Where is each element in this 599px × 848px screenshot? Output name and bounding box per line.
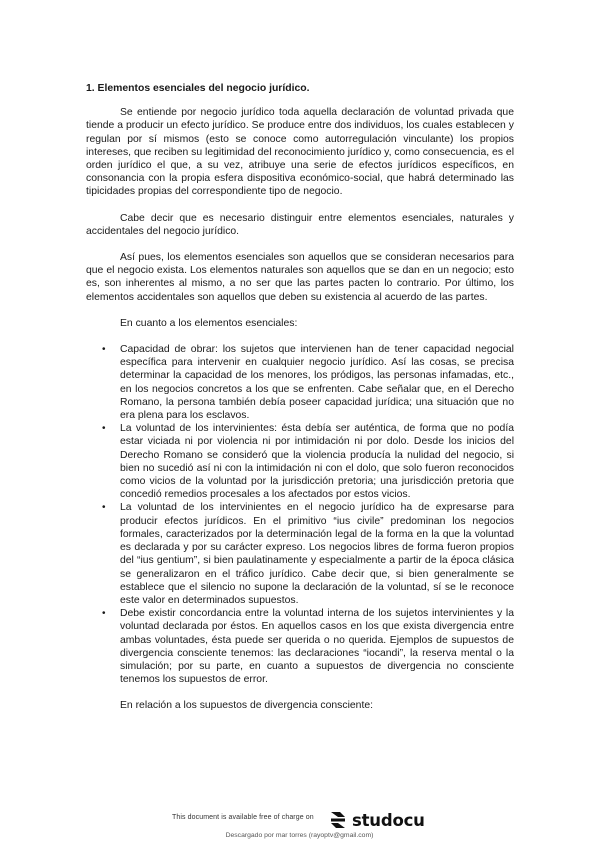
- list-item: [102, 501, 514, 607]
- list-item: [102, 607, 514, 686]
- footer-banner: [0, 808, 599, 832]
- paragraph-definition: Se entiende por negocio jurídico toda aquella declaración de voluntad privada que tiende a producir un efecto jurídico. Se produce entre dos individuos, los cuales establecen y regulan por sí mismos (esto se conoce como autorregulación vinculante) los propios intereses, que reciben su legitimidad del reconocimiento jurídico y, como consecuencia, es el orden jurídico el que, a su vez, atribuye una serie de efectos jurídicos específicos, en consonancia con la propia esfera dispositiva económico-social, que habrá determinado las tipicidades propias del correspondiente tipo de negocio.: [86, 107, 514, 198]
- studocu-brand-link[interactable]: [329, 808, 425, 832]
- section-title: 1. Elementos esenciales del negocio jurídico.: [86, 83, 310, 94]
- download-attribution: Descargado por mar torres (rayoptv@gmail.com): [225, 832, 374, 839]
- document-body: [86, 82, 514, 726]
- list-item-text: Debe existir concordancia entre la voluntad interna de los sujetos intervinientes y la voluntad declarada por éstos. En aquellos casos en los que exista divergencia entre ambas voluntades, ésta puede ser querida o no querida. Ejemplos de supuestos de divergencia consciente tenemos: las declaraciones “iocandi”, la reserva mental o la simulación; por su parte, en cuanto a supuestos de divergencia no consciente tenemos los supuestos de error.: [120, 608, 514, 686]
- essential-elements-list: [86, 343, 514, 686]
- bullet-icon: •: [102, 344, 106, 356]
- list-item-text: La voluntad de los intervinientes en el negocio jurídico ha de expresarse para producir efectos jurídicos. En el primitivo “ius civile” predominan los negocios formales, caracterizados por la determinación legal de la forma en la que la voluntad es declarada y por su carácter expreso. Los negocios libres de forma fueron propios del “ius gentium”, si bien paulatinamente y especialmente a partir de la época clásica se generalizaron en el tráfico jurídico. Cabe decir que, si bien generalmente se establece que el silencio no supone la declaración de la voluntad, sí se le reconoce este valor en determinados supuestos.: [120, 502, 514, 606]
- bullet-icon: •: [102, 423, 106, 435]
- bullet-icon: •: [102, 502, 106, 514]
- bullet-icon: •: [102, 608, 106, 620]
- brand-name: studocu: [352, 810, 425, 830]
- paragraph-essential-intro: En cuanto a los elementos esenciales:: [120, 317, 298, 329]
- list-item: [102, 343, 514, 422]
- paragraph-distinction: Cabe decir que es necesario distinguir entre elementos esenciales, naturales y accidentales del negocio jurídico.: [86, 212, 514, 237]
- list-item-text: Capacidad de obrar: los sujetos que intervienen han de tener capacidad negocial específica para intervenir en cualquier negocio jurídico. Así las cosas, se precisa determinar la capacidad de los menores, los pródigos, las personas infamadas, etc., en los negocios concretos a los que se enfrenten. Cabe señalar que, en el Derecho Romano, la persona también debía poseer capacidad jurídica; una situación que no era plena para los esclavos.: [120, 344, 514, 422]
- paragraph-element-types: Así pues, los elementos esenciales son aquellos que se consideran necesarios para que el negocio exista. Los elementos naturales son aquellos que se dan en un negocio; esto es, son inherentes al mismo, a no ser que las partes pacten lo contrario. Por último, los elementos accidentales son aquellos que deben su existencia al acuerdo de las partes.: [86, 252, 514, 303]
- list-item: [102, 422, 514, 501]
- studocu-logo-icon: [329, 810, 347, 830]
- list-item-text: La voluntad de los intervinientes: ésta debía ser auténtica, de forma que no podía estar viciada ni por violencia ni por intimidación ni por dolo. Desde los inicios del Derecho Romano se consideró que la violencia producía la nulidad del negocio, si bien no sucedió así ni con la intimidación ni con el dolo, que solo fueron reconocidos como vicios de la voluntad por la jurisdicción pretoria; una jurisdicción pretoria que concedió remedios procesales a los afectados por estos vicios.: [120, 423, 514, 501]
- footer-availability-note: This document is available free of charge on: [172, 814, 314, 821]
- paragraph-closing: En relación a los supuestos de divergencia consciente:: [120, 700, 373, 712]
